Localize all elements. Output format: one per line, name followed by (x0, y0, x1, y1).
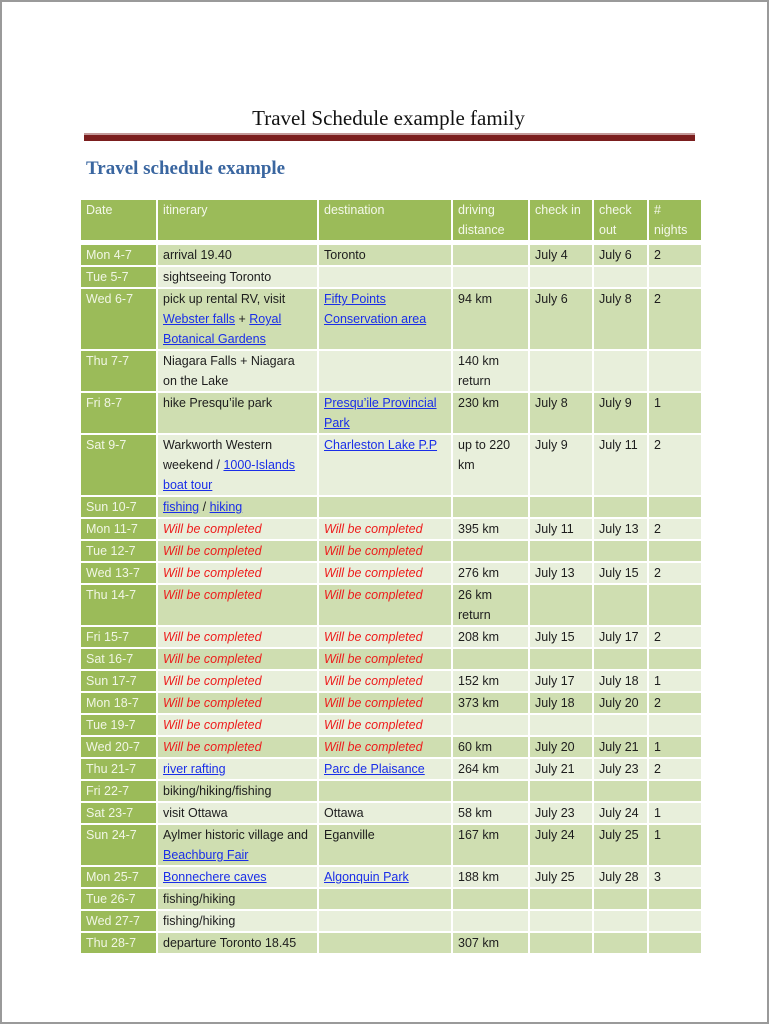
itinerary-cell (158, 671, 317, 691)
cell-text: visit Ottawa (163, 806, 228, 820)
pending-text: Will be completed (163, 674, 262, 688)
nights-cell: 2 (649, 563, 701, 583)
table-row (81, 649, 701, 669)
check-in-cell: July 18 (530, 693, 592, 713)
table-row (81, 351, 701, 391)
destination-cell (319, 585, 451, 625)
table-row (81, 781, 701, 801)
table-row (81, 715, 701, 735)
check-out-cell: July 25 (594, 825, 647, 865)
link[interactable]: Royal Botanical Gardens (163, 312, 282, 346)
check-in-cell: July 17 (530, 671, 592, 691)
column-header-check-out: check out (594, 200, 647, 243)
pending-text: Will be completed (163, 566, 262, 580)
check-out-cell: July 11 (594, 435, 647, 495)
check-in-cell (530, 585, 592, 625)
check-out-cell (594, 781, 647, 801)
cell-text: Warkworth Western weekend / (163, 438, 273, 472)
nights-cell: 2 (649, 519, 701, 539)
column-header-itinerary: itinerary (158, 200, 317, 243)
cell-text: pick up rental RV, visit (163, 292, 286, 306)
pending-text: Will be completed (324, 630, 423, 644)
link[interactable]: Charleston Lake P.P (324, 438, 438, 452)
itinerary-cell (158, 759, 317, 779)
date-cell: Fri 15-7 (81, 627, 156, 647)
check-out-cell: July 6 (594, 245, 647, 265)
driving-distance-cell: 188 km (453, 867, 528, 887)
driving-distance-cell (453, 889, 528, 909)
pending-text: Will be completed (324, 718, 423, 732)
check-out-cell (594, 889, 647, 909)
pending-text: Will be completed (324, 696, 423, 710)
driving-distance-cell: 208 km (453, 627, 528, 647)
title-underline-rule (84, 133, 695, 141)
driving-distance-cell (453, 715, 528, 735)
destination-cell (319, 737, 451, 757)
date-cell: Tue 5-7 (81, 267, 156, 287)
table-row (81, 933, 701, 953)
check-in-cell: July 21 (530, 759, 592, 779)
nights-cell (649, 649, 701, 669)
pending-text: Will be completed (324, 588, 423, 602)
itinerary-cell (158, 889, 317, 909)
nights-cell: 1 (649, 825, 701, 865)
itinerary-cell (158, 649, 317, 669)
pending-text: Will be completed (163, 544, 262, 558)
check-in-cell (530, 541, 592, 561)
check-out-cell (594, 933, 647, 953)
pending-text: Will be completed (163, 522, 262, 536)
table-row (81, 693, 701, 713)
pending-text: Will be completed (163, 740, 262, 754)
check-in-cell (530, 497, 592, 517)
check-out-cell: July 8 (594, 289, 647, 349)
check-out-cell (594, 715, 647, 735)
check-out-cell: July 15 (594, 563, 647, 583)
nights-cell (649, 889, 701, 909)
destination-cell (319, 519, 451, 539)
driving-distance-cell (453, 267, 528, 287)
link[interactable]: Bonnechere caves (163, 870, 267, 884)
table-row (81, 867, 701, 887)
itinerary-cell (158, 289, 317, 349)
driving-distance-cell: up to 220 km (453, 435, 528, 495)
nights-cell (649, 351, 701, 391)
driving-distance-cell: 60 km (453, 737, 528, 757)
driving-distance-cell: 264 km (453, 759, 528, 779)
link[interactable]: hiking (209, 500, 243, 514)
itinerary-cell (158, 867, 317, 887)
check-out-cell (594, 267, 647, 287)
travel-schedule-table (79, 198, 703, 955)
check-out-cell (594, 541, 647, 561)
column-header-check-in: check in (530, 200, 592, 243)
cell-text: Toronto (324, 248, 366, 262)
date-cell: Tue 19-7 (81, 715, 156, 735)
check-in-cell (530, 911, 592, 931)
pending-text: Will be completed (163, 696, 262, 710)
nights-cell: 2 (649, 435, 701, 495)
table-row (81, 435, 701, 495)
table-row (81, 497, 701, 517)
destination-cell (319, 289, 451, 349)
check-out-cell: July 17 (594, 627, 647, 647)
check-out-cell: July 24 (594, 803, 647, 823)
driving-distance-cell: 94 km (453, 289, 528, 349)
cell-text: departure Toronto 18.45 (163, 936, 297, 950)
date-cell: Wed 13-7 (81, 563, 156, 583)
destination-cell (319, 911, 451, 931)
cell-text: Eganville (324, 828, 375, 842)
nights-cell: 1 (649, 671, 701, 691)
driving-distance-cell: 58 km (453, 803, 528, 823)
date-cell: Wed 20-7 (81, 737, 156, 757)
itinerary-cell (158, 267, 317, 287)
destination-cell (319, 933, 451, 953)
date-cell: Wed 27-7 (81, 911, 156, 931)
document-title: Travel Schedule example family (252, 106, 525, 130)
table-row (81, 245, 701, 265)
date-cell: Sat 23-7 (81, 803, 156, 823)
driving-distance-cell (453, 541, 528, 561)
destination-cell (319, 825, 451, 865)
link[interactable]: Algonquin Park (324, 870, 409, 884)
check-in-cell (530, 781, 592, 801)
nights-cell: 2 (649, 627, 701, 647)
check-in-cell: July 9 (530, 435, 592, 495)
destination-cell (319, 245, 451, 265)
date-cell: Tue 12-7 (81, 541, 156, 561)
itinerary-cell (158, 627, 317, 647)
nights-cell (649, 585, 701, 625)
table-row (81, 627, 701, 647)
driving-distance-cell: 276 km (453, 563, 528, 583)
table-row (81, 393, 701, 433)
destination-cell (319, 563, 451, 583)
destination-cell (319, 649, 451, 669)
destination-cell (319, 393, 451, 433)
pending-text: Will be completed (163, 718, 262, 732)
cell-text: + (235, 312, 250, 326)
check-in-cell: July 4 (530, 245, 592, 265)
date-cell: Sat 9-7 (81, 435, 156, 495)
link[interactable]: fishing (163, 500, 200, 514)
itinerary-cell (158, 541, 317, 561)
section-heading: Travel schedule example (86, 158, 286, 179)
link[interactable]: Parc de Plaisance (324, 762, 425, 776)
cell-text: Ottawa (324, 806, 364, 820)
table-body (81, 245, 701, 953)
driving-distance-cell (453, 649, 528, 669)
date-cell: Thu 7-7 (81, 351, 156, 391)
date-cell: Sun 10-7 (81, 497, 156, 517)
nights-cell (649, 541, 701, 561)
nights-cell: 2 (649, 245, 701, 265)
nights-cell (649, 267, 701, 287)
date-cell: Thu 28-7 (81, 933, 156, 953)
table-row (81, 289, 701, 349)
itinerary-cell (158, 693, 317, 713)
destination-cell (319, 627, 451, 647)
date-cell: Wed 6-7 (81, 289, 156, 349)
check-in-cell: July 8 (530, 393, 592, 433)
destination-cell (319, 497, 451, 517)
itinerary-cell (158, 351, 317, 391)
itinerary-cell (158, 393, 317, 433)
table-row (81, 585, 701, 625)
itinerary-cell (158, 911, 317, 931)
link[interactable]: Presqu’ile Provincial Park (324, 396, 437, 430)
check-in-cell: July 25 (530, 867, 592, 887)
driving-distance-cell: 373 km (453, 693, 528, 713)
driving-distance-cell: 26 km return (453, 585, 528, 625)
link[interactable]: Fifty Points Conservation area (324, 292, 427, 326)
nights-cell: 1 (649, 393, 701, 433)
pending-text: Will be completed (163, 630, 262, 644)
check-in-cell: July 20 (530, 737, 592, 757)
link[interactable]: 1000-Islands boat tour (163, 458, 296, 492)
link[interactable]: river rafting (163, 762, 226, 776)
destination-cell (319, 715, 451, 735)
nights-cell: 2 (649, 289, 701, 349)
itinerary-cell (158, 933, 317, 953)
destination-cell (319, 435, 451, 495)
date-cell: Thu 14-7 (81, 585, 156, 625)
date-cell: Fri 22-7 (81, 781, 156, 801)
itinerary-cell (158, 781, 317, 801)
table-row (81, 267, 701, 287)
driving-distance-cell: 140 km return (453, 351, 528, 391)
pending-text: Will be completed (324, 566, 423, 580)
table-header-row (81, 200, 701, 243)
check-in-cell: July 13 (530, 563, 592, 583)
check-out-cell: July 18 (594, 671, 647, 691)
check-out-cell (594, 497, 647, 517)
cell-text: fishing/hiking (163, 892, 236, 906)
table-row (81, 737, 701, 757)
check-in-cell: July 11 (530, 519, 592, 539)
check-out-cell (594, 649, 647, 669)
destination-cell (319, 351, 451, 391)
check-out-cell (594, 911, 647, 931)
date-cell: Mon 4-7 (81, 245, 156, 265)
check-out-cell (594, 351, 647, 391)
destination-cell (319, 541, 451, 561)
table-row (81, 563, 701, 583)
destination-cell (319, 267, 451, 287)
check-in-cell: July 15 (530, 627, 592, 647)
date-cell: Thu 21-7 (81, 759, 156, 779)
column-header-destination: destination (319, 200, 451, 243)
itinerary-cell (158, 497, 317, 517)
cell-text: Aylmer historic village and (163, 828, 308, 842)
cell-text: hike Presqu’ile park (163, 396, 273, 410)
destination-cell (319, 671, 451, 691)
check-out-cell: July 13 (594, 519, 647, 539)
destination-cell (319, 867, 451, 887)
destination-cell (319, 803, 451, 823)
cell-text: Niagara Falls + Niagara on the Lake (163, 354, 295, 388)
date-cell: Fri 8-7 (81, 393, 156, 433)
check-out-cell: July 23 (594, 759, 647, 779)
nights-cell (649, 497, 701, 517)
nights-cell: 2 (649, 759, 701, 779)
itinerary-cell (158, 825, 317, 865)
column-header-driving-distance: driving distance (453, 200, 528, 243)
table-row (81, 911, 701, 931)
itinerary-cell (158, 519, 317, 539)
nights-cell (649, 781, 701, 801)
check-out-cell: July 28 (594, 867, 647, 887)
pending-text: Will be completed (324, 544, 423, 558)
destination-cell (319, 693, 451, 713)
nights-cell: 2 (649, 693, 701, 713)
pending-text: Will be completed (324, 522, 423, 536)
date-cell: Tue 26-7 (81, 889, 156, 909)
destination-cell (319, 781, 451, 801)
nights-cell: 1 (649, 737, 701, 757)
check-in-cell (530, 715, 592, 735)
check-out-cell (594, 585, 647, 625)
itinerary-cell (158, 803, 317, 823)
pending-text: Will be completed (163, 588, 262, 602)
cell-text: sightseeing Toronto (163, 270, 272, 284)
date-cell: Sun 24-7 (81, 825, 156, 865)
link[interactable]: Webster falls (163, 312, 236, 326)
pending-text: Will be completed (163, 652, 262, 666)
date-cell: Mon 18-7 (81, 693, 156, 713)
driving-distance-cell: 395 km (453, 519, 528, 539)
itinerary-cell (158, 245, 317, 265)
link[interactable]: Beachburg Fair (163, 848, 249, 862)
check-in-cell: July 23 (530, 803, 592, 823)
itinerary-cell (158, 563, 317, 583)
check-in-cell (530, 933, 592, 953)
table-row (81, 671, 701, 691)
driving-distance-cell: 307 km (453, 933, 528, 953)
nights-cell: 1 (649, 803, 701, 823)
nights-cell (649, 911, 701, 931)
table-row (81, 803, 701, 823)
destination-cell (319, 759, 451, 779)
destination-cell (319, 889, 451, 909)
cell-text: fishing/hiking (163, 914, 236, 928)
date-cell: Sun 17-7 (81, 671, 156, 691)
table-row (81, 889, 701, 909)
driving-distance-cell (453, 245, 528, 265)
check-in-cell: July 24 (530, 825, 592, 865)
check-out-cell: July 21 (594, 737, 647, 757)
pending-text: Will be completed (324, 740, 423, 754)
nights-cell (649, 715, 701, 735)
cell-text: / (199, 500, 210, 514)
check-in-cell (530, 267, 592, 287)
check-out-cell: July 20 (594, 693, 647, 713)
pending-text: Will be completed (324, 652, 423, 666)
itinerary-cell (158, 737, 317, 757)
itinerary-cell (158, 585, 317, 625)
table-row (81, 825, 701, 865)
nights-cell (649, 933, 701, 953)
driving-distance-cell: 230 km (453, 393, 528, 433)
column-header-date: Date (81, 200, 156, 243)
driving-distance-cell (453, 497, 528, 517)
check-in-cell: July 6 (530, 289, 592, 349)
itinerary-cell (158, 435, 317, 495)
check-in-cell (530, 889, 592, 909)
nights-cell: 3 (649, 867, 701, 887)
date-cell: Mon 25-7 (81, 867, 156, 887)
column-header-nights: # nights (649, 200, 701, 243)
driving-distance-cell: 167 km (453, 825, 528, 865)
check-in-cell (530, 351, 592, 391)
date-cell: Sat 16-7 (81, 649, 156, 669)
date-cell: Mon 11-7 (81, 519, 156, 539)
driving-distance-cell (453, 781, 528, 801)
table-row (81, 541, 701, 561)
table-row (81, 759, 701, 779)
pending-text: Will be completed (324, 674, 423, 688)
check-out-cell: July 9 (594, 393, 647, 433)
cell-text: arrival 19.40 (163, 248, 232, 262)
driving-distance-cell (453, 911, 528, 931)
table-row (81, 519, 701, 539)
itinerary-cell (158, 715, 317, 735)
driving-distance-cell: 152 km (453, 671, 528, 691)
cell-text: biking/hiking/fishing (163, 784, 272, 798)
check-in-cell (530, 649, 592, 669)
